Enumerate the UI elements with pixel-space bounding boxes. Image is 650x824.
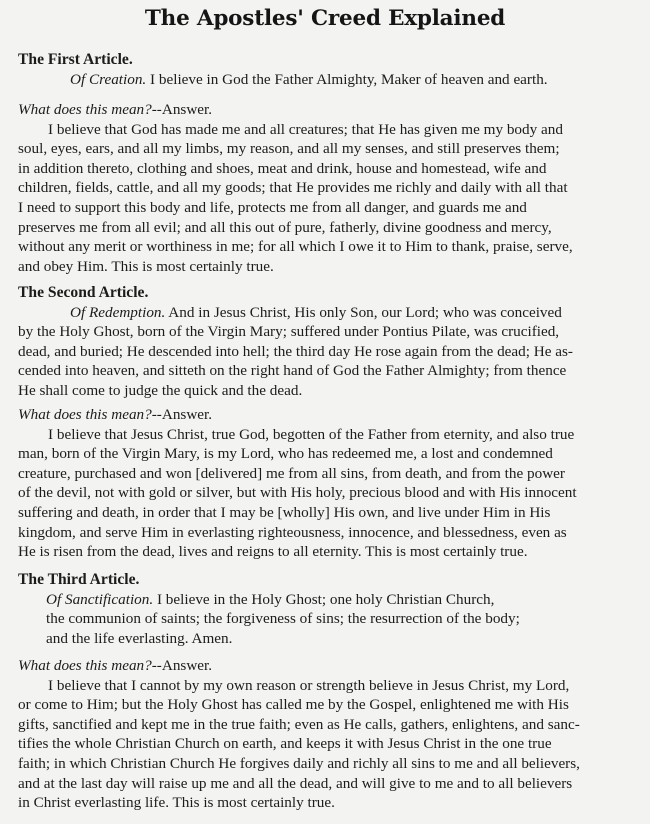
third-article-meaning — [18, 656, 638, 813]
creed-line: cended into heaven, and sitteth on the right hand of God the Father Almighty; from thence — [18, 362, 567, 380]
explanation-line: of the devil, not with gold or silver, but with His holy, precious blood and with His innocent — [18, 484, 577, 502]
third-article-question-line — [18, 656, 638, 676]
creed-line: He shall come to judge the quick and the dead. — [18, 381, 303, 399]
explanation-line: faith; in which Christian Church He forgives daily and richly all sins to me and all believers, — [18, 754, 580, 772]
first-article-question: What does this mean? — [18, 101, 152, 118]
creed-line: by the Holy Ghost, born of the Virgin Mary; suffered under Pontius Pilate, was crucified, — [18, 323, 560, 341]
second-article-heading: The Second Article. — [18, 284, 149, 301]
explanation-line: He is risen from the dead, lives and reigns to all eternity. This is most certainly true. — [18, 543, 528, 561]
first-article-text: I believe in God the Father Almighty, Maker of heaven and earth. — [146, 70, 548, 88]
explanation-line: kingdom, and serve Him in everlasting righteousness, innocence, and blessedness, even as — [18, 523, 567, 541]
explanation-line: I need to support this body and life, protects me from all danger, and guards me and — [18, 198, 527, 216]
third-article-creed — [18, 590, 638, 610]
explanation-line: in addition thereto, clothing and shoes, meat and drink, house and homestead, wife and — [18, 159, 547, 177]
third-article-text: I believe in the Holy Ghost; one holy Christian Church, — [153, 590, 495, 608]
third-article — [18, 570, 638, 648]
creed-line: dead, and buried; He descended into hell; the third day He rose again from the dead; He as- — [18, 342, 573, 360]
second-article-text: And in Jesus Christ, His only Son, our Lord; who was conceived — [165, 303, 562, 321]
first-article-heading: The First Article. — [18, 51, 133, 68]
explanation-line: soul, eyes, ears, and all my limbs, my reason, and all my senses, and still preserves them; — [18, 140, 560, 158]
first-article — [18, 50, 638, 89]
second-article-question-line — [18, 405, 638, 425]
answer-label: --Answer. — [151, 657, 213, 674]
second-article-subtitle: Of Redemption. — [70, 303, 166, 321]
third-article-heading: The Third Article. — [18, 571, 140, 588]
explanation-line: in Christ everlasting life. This is most certainly true. — [18, 794, 335, 812]
explanation-line: children, fields, cattle, and all my goods; that He provides me richly and daily with all that — [18, 179, 568, 197]
explanation-line: suffering and death, in order that I may be [wholly] His own, and live under Him in His — [18, 503, 551, 521]
explanation-line: I believe that I cannot by my own reason or strength believe in Jesus Christ, my Lord, — [48, 676, 570, 694]
explanation-line: I believe that God has made me and all creatures; that He has given me my body and — [48, 120, 563, 138]
explanation-line: or come to Him; but the Holy Ghost has called me by the Gospel, enlightened me with His — [18, 696, 569, 714]
second-article-question: What does this mean? — [18, 406, 152, 423]
first-article-meaning — [18, 100, 638, 276]
third-article-subtitle: Of Sanctification. — [46, 590, 154, 608]
second-article-creed — [18, 303, 638, 323]
explanation-line: I believe that Jesus Christ, true God, begotten of the Father from eternity, and also true — [48, 425, 575, 443]
answer-label: --Answer. — [151, 406, 213, 423]
first-article-subtitle: Of Creation. — [70, 70, 147, 88]
explanation-line: without any merit or worthiness in me; for all which I owe it to Him to thank, praise, serve, — [18, 238, 573, 256]
explanation-line: tifies the whole Christian Church on earth, and keeps it with Jesus Christ in the one true — [18, 735, 552, 753]
explanation-line: and at the last day will raise up me and all the dead, and will give to me and to all believers — [18, 774, 573, 792]
creed-line: the communion of saints; the forgiveness of sins; the resurrection of the body; — [46, 610, 520, 628]
second-article — [18, 283, 638, 401]
second-article-meaning — [18, 405, 638, 562]
explanation-line: and obey Him. This is most certainly true. — [18, 257, 274, 275]
explanation-line: man, born of the Virgin Mary, is my Lord, who has redeemed me, a lost and condemned — [18, 445, 553, 463]
third-article-question: What does this mean? — [18, 657, 152, 674]
first-article-question-line — [18, 100, 638, 120]
first-article-creed — [18, 70, 638, 90]
creed-line: and the life everlasting. Amen. — [46, 629, 233, 647]
page-title: The Apostles' Creed Explained — [144, 6, 506, 31]
explanation-line: gifts, sanctified and kept me in the true faith; even as He calls, gathers, enlightens, and sanc- — [18, 715, 580, 733]
explanation-line: creature, purchased and won [delivered] me from all sins, from death, and from the power — [18, 464, 565, 482]
answer-label: --Answer. — [151, 101, 213, 118]
explanation-line: preserves me from all evil; and all this out of pure, fatherly, divine goodness and mercy, — [18, 218, 552, 236]
